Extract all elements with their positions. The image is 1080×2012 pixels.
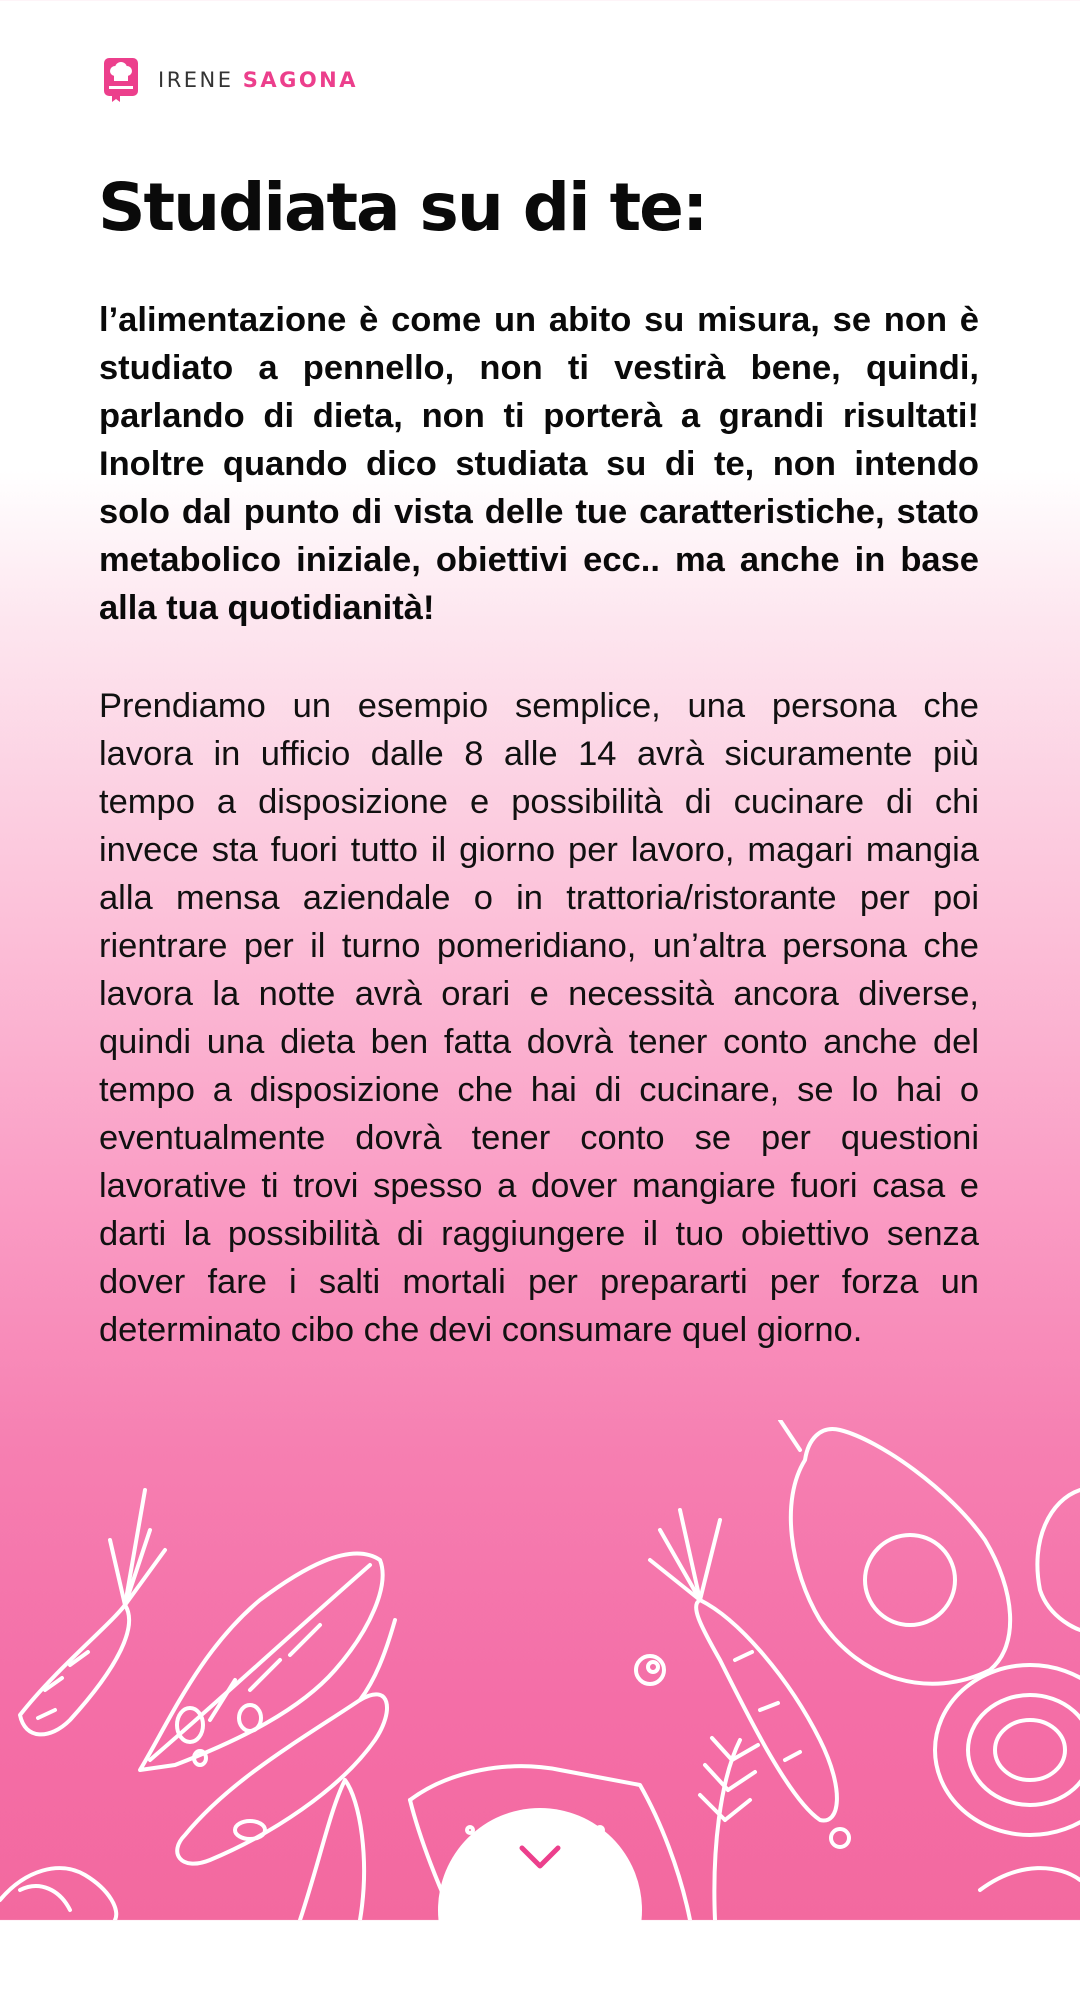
intro-paragraph: l’alimentazione è come un abito su misura, se non è studiato a pennello, non ti vestirà bene, quindi, parlando di dieta, non ti porterà a grandi risultati! Inoltre quando dico studiata su di te, non intendo solo dal punto di vista delle tue caratteristiche, stato metabolico iniziale, obiettivi ecc.. ma anche in base alla tua quotidianità! — [99, 301, 979, 627]
body-paragraph: Prendiamo un esempio semplice, una persona che lavora in ufficio dalle 8 alle 14 avrà sicuramente più tempo a disposizione e possibilità di cucinare di chi invece sta fuori tutto il giorno per lavoro, magari mangia alla mensa aziendale o in trattoria/ristorante per poi rientrare per il turno pomeridiano, un’altra persona che lavora la notte avrà orari e necessità ancora diverse, quindi una dieta ben fatta dovrà tener conto anche del tempo a disposizione che hai di cucinare, se lo hai o eventualmente dovrà tener conto se per questioni lavorative ti trovi spesso a dover mangiare fuori casa e darti la possibilità di raggiungere il tuo obiettivo senza dover fare i salti mortali per prepararti per forza un determinato cibo che devi consumare quel giorno. — [99, 687, 979, 1349]
brand-name — [158, 68, 358, 92]
brand-logo[interactable] — [104, 58, 358, 102]
brand-first-name: IRENE — [158, 68, 234, 92]
page-title: Studiata su di te: — [98, 169, 707, 246]
brand-last-name: SAGONA — [242, 68, 359, 92]
chef-hat-book-icon — [104, 58, 138, 102]
chevron-down-icon — [518, 1844, 562, 1872]
scroll-down-button[interactable] — [438, 1808, 642, 2012]
